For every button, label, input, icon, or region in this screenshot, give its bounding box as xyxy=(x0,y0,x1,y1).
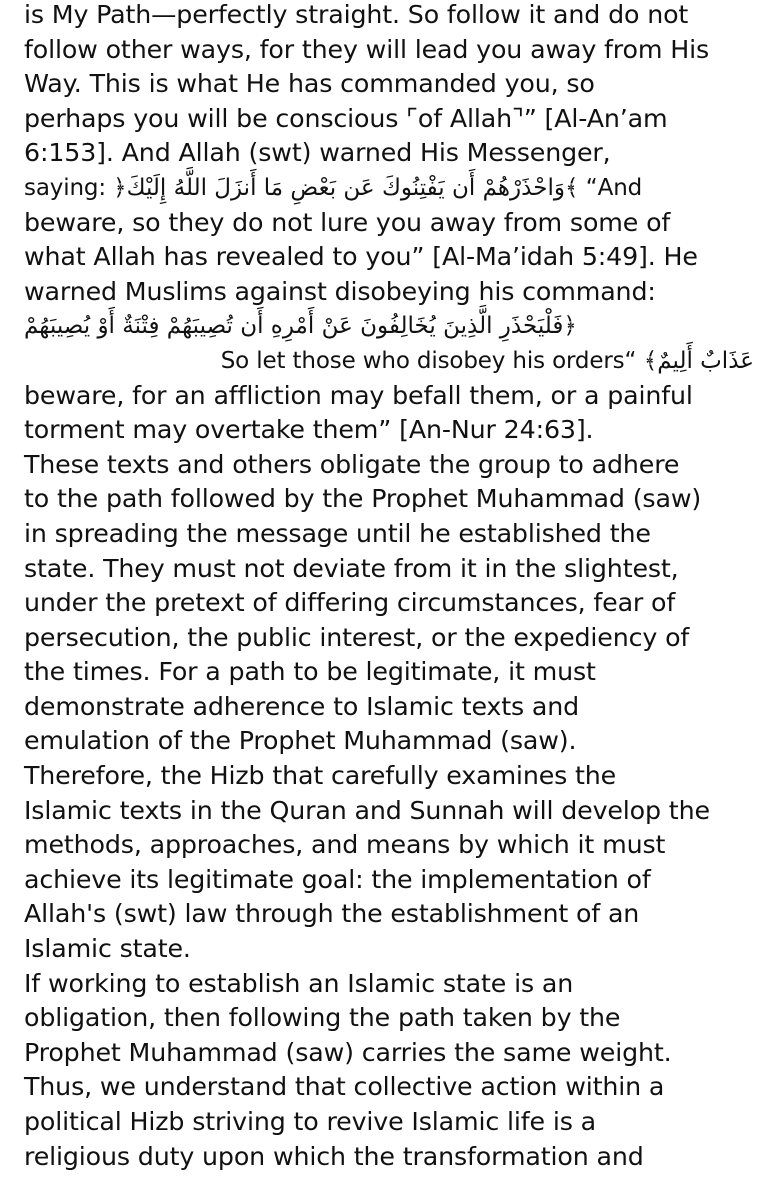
text-line: to the path followed by the Prophet Muhammad (saw) xyxy=(24,484,702,514)
text-line: torment may overtake them” [An-Nur 24:63]. xyxy=(24,415,594,445)
text-line: If working to establish an Islamic state is an xyxy=(24,968,574,998)
text-line: Therefore, the Hizb that carefully examines the xyxy=(24,761,617,791)
text-line: demonstrate adherence to Islamic texts and xyxy=(24,691,580,721)
text-line: emulation of the Prophet Muhammad (saw). xyxy=(24,726,577,756)
text-line: follow other ways, for they will lead you away from His xyxy=(24,34,709,64)
text-line: state. They must not deviate from it in the slightest, xyxy=(24,553,679,583)
text-line: Allah's (swt) law through the establishment of an xyxy=(24,899,640,929)
text-line: Way. This is what He has commanded you, so xyxy=(24,69,595,99)
text-line: religious duty upon which the transformation and xyxy=(24,1141,644,1171)
text-line: political Hizb striving to revive Islamic life is a xyxy=(24,1107,596,1136)
text-line: is My Path—perfectly straight. So follow it and do not xyxy=(24,0,689,29)
text-line: Islamic texts in the Quran and Sunnah will develop the xyxy=(24,795,710,825)
text-line: beware, so they do not lure you away from some of xyxy=(24,207,671,237)
text-line: achieve its legitimate goal: the implementation of xyxy=(24,864,651,894)
text-line: under the pretext of differing circumstances, fear of xyxy=(24,588,676,618)
text-line: These texts and others obligate the group to adhere xyxy=(24,449,680,479)
text-line: warned Muslims against disobeying his command: xyxy=(24,276,656,306)
text-line: in spreading the message until he established the xyxy=(24,518,651,548)
text-line: obligation, then following the path taken by the xyxy=(24,1003,621,1033)
text-line: Prophet Muhammad (saw) carries the same weight. xyxy=(24,1037,672,1067)
document-text xyxy=(24,0,754,1174)
text-line: beware, for an affliction may befall them, or a painful xyxy=(24,380,693,410)
text-line: what Allah has revealed to you” [Al-Ma’idah 5:49]. He xyxy=(24,242,698,272)
text-line: perhaps you will be conscious ⌜of Allah⌝” [Al-An’am xyxy=(24,103,668,133)
text-line-arabic-quote: عَذَابٌ أَلِيمٌ﴾ “So let those who disobey his orders xyxy=(220,347,754,374)
text-line: 6:153]. And Allah (swt) warned His Messenger, xyxy=(24,138,611,168)
text-line: the times. For a path to be legitimate, it must xyxy=(24,657,596,687)
text-line: Islamic state. xyxy=(24,934,191,964)
text-line-arabic-quote: ﴿فَلْيَحْذَرِ الَّذِينَ يُخَالِفُونَ عَنْ أَمْرِهِ أَن تُصِيبَهُمْ فِتْنَةٌ أَوْ يُصِيبَهُمْ xyxy=(24,313,577,340)
text-line: Thus, we understand that collective action within a xyxy=(24,1072,665,1102)
text-line: methods, approaches, and means by which it must xyxy=(24,830,666,860)
text-line: persecution, the public interest, or the expediency of xyxy=(24,622,690,652)
text-line-arabic-quote: saying: ﴿وَاحْذَرْهُمْ أَن يَفْتِنُوكَ عَن بَعْضِ مَا أَنزَلَ اللَّهُ إِلَيْكَ﴾ “And xyxy=(24,174,643,201)
